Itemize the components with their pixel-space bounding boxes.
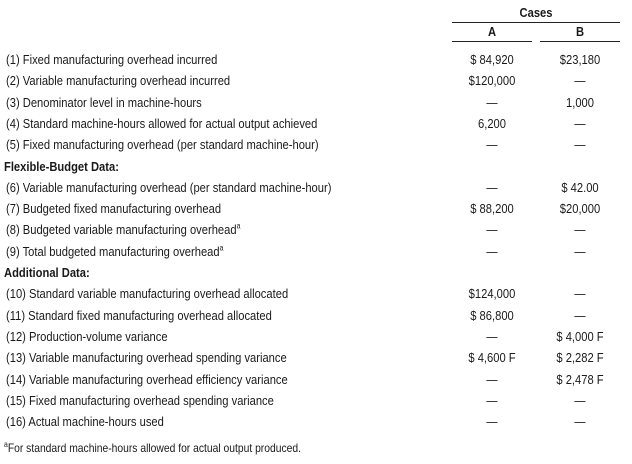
cell-value: $120,000 (468, 73, 516, 89)
column-header-a: A (487, 24, 497, 39)
row-label (6, 306, 272, 326)
footnote-reference: a (236, 222, 241, 232)
cell-value: $ 2,478 F (556, 371, 604, 387)
cell-case-b (546, 178, 615, 198)
row-label-text: (13) Variable manufacturing overhead spending variance (6, 350, 287, 366)
cell-value: — (574, 222, 586, 238)
cell-case-a (458, 348, 527, 368)
footnote-reference: a (219, 243, 224, 253)
table-row (0, 50, 632, 70)
cell-case-b (546, 348, 615, 368)
cell-value: 1,000 (565, 94, 594, 110)
cell-value: — (486, 222, 498, 238)
row-label-text: (6) Variable manufacturing overhead (per standard machine-hour) (6, 179, 332, 195)
row-label-text: (4) Standard machine-hours allowed for actual output achieved (6, 115, 318, 131)
cell-case-a (458, 284, 527, 304)
cell-case-a (458, 412, 527, 432)
cell-value: $ 42.00 (561, 179, 599, 195)
row-label (6, 348, 287, 368)
column-header-b: B (575, 24, 585, 39)
cell-value: $23,180 (559, 52, 601, 67)
cell-case-b (546, 242, 615, 262)
cell-case-b (546, 412, 615, 432)
table-row (0, 412, 632, 432)
row-label-text: (12) Production-volume variance (6, 328, 168, 344)
table-row (0, 306, 632, 326)
section-heading (0, 157, 632, 177)
cell-value: — (486, 371, 498, 387)
row-label (6, 93, 202, 113)
row-label-text: (1) Fixed manufacturing overhead incurred (6, 52, 218, 67)
cell-case-a (458, 178, 527, 198)
section-heading-text: Additional Data: (4, 265, 90, 280)
row-label-text: (5) Fixed manufacturing overhead (per standard machine-hour) (6, 137, 319, 153)
row-label-text: (10) Standard variable manufacturing overhead allocated (6, 286, 289, 302)
row-label-text: (2) Variable manufacturing overhead incurred (6, 73, 231, 89)
row-label (6, 199, 221, 219)
cell-value: — (486, 414, 498, 430)
table-row (0, 71, 632, 91)
row-label (6, 391, 274, 411)
cell-value: — (574, 307, 586, 323)
cell-value: $ 4,000 F (556, 328, 604, 344)
row-label (6, 114, 317, 134)
cell-value: — (486, 179, 498, 195)
cell-case-b (546, 284, 615, 304)
cell-case-b (546, 220, 615, 240)
cell-value: $ 4,600 F (468, 350, 516, 366)
row-label-text: (9) Total budgeted manufacturing overhead (6, 243, 220, 259)
table-row (0, 284, 632, 304)
column-a-header-rule (452, 41, 532, 42)
table-row (0, 370, 632, 390)
cell-case-a (458, 71, 527, 91)
section-heading-text: Flexible-Budget Data: (4, 158, 119, 174)
footnote-marker: a (4, 440, 8, 449)
cell-case-b (546, 93, 615, 113)
table-row (0, 242, 632, 262)
table-row (0, 114, 632, 134)
row-label-text: (7) Budgeted fixed manufacturing overhead (6, 201, 222, 217)
column-b-header-rule (540, 41, 620, 42)
cell-value: — (486, 328, 498, 344)
cell-case-a (458, 220, 527, 240)
cell-case-b (546, 391, 615, 411)
table-row (0, 178, 632, 198)
section-heading-label (4, 263, 90, 283)
cell-value: — (574, 115, 586, 131)
row-label (6, 220, 240, 240)
table-row (0, 391, 632, 411)
cell-case-a (458, 114, 527, 134)
row-label (6, 242, 223, 262)
cell-value: — (486, 137, 498, 153)
cell-value: — (574, 286, 586, 302)
cell-value: — (486, 392, 498, 408)
row-label-text: (16) Actual machine-hours used (6, 414, 164, 430)
table-row (0, 327, 632, 347)
row-label (6, 178, 331, 198)
table-row (0, 199, 632, 219)
cell-case-b (546, 370, 615, 390)
cell-case-a (458, 327, 527, 347)
table-row (0, 220, 632, 240)
cell-value: $ 88,200 (470, 201, 514, 217)
cell-case-a (458, 50, 527, 70)
cell-case-b (546, 114, 615, 134)
cell-value: — (574, 243, 586, 259)
cell-case-b (546, 199, 615, 219)
cell-value: — (486, 243, 498, 259)
cell-case-b (546, 71, 615, 91)
cell-value: $ 84,920 (470, 52, 514, 67)
cell-case-b (546, 327, 615, 347)
row-label (6, 412, 164, 432)
row-label-text: (14) Variable manufacturing overhead efficiency variance (6, 371, 288, 387)
cases-header: Cases (519, 5, 553, 20)
row-label (6, 50, 217, 70)
row-label (6, 135, 319, 155)
section-heading (0, 263, 632, 283)
cell-value: $124,000 (468, 286, 516, 302)
cell-case-b (546, 135, 615, 155)
row-label (6, 284, 288, 304)
cell-value: — (574, 414, 586, 430)
row-label-text: (11) Standard fixed manufacturing overhead allocated (6, 307, 272, 323)
row-label (6, 71, 230, 91)
cell-value: $ 86,800 (470, 307, 514, 323)
cell-value: — (574, 73, 586, 89)
row-label-text: (3) Denominator level in machine-hours (6, 94, 202, 110)
cell-case-a (458, 306, 527, 326)
cell-case-a (458, 242, 527, 262)
cell-case-a (458, 391, 527, 411)
cell-value: $20,000 (559, 201, 601, 217)
section-heading-label (4, 157, 119, 177)
cell-value: $ 2,282 F (556, 350, 604, 366)
row-label (6, 327, 168, 347)
table-row (0, 348, 632, 368)
table-row (0, 135, 632, 155)
cell-value: 6,200 (477, 115, 506, 131)
table-row (0, 93, 632, 113)
cell-value: — (486, 94, 498, 110)
row-label-text: (15) Fixed manufacturing overhead spending variance (6, 392, 274, 408)
footnote-text: For standard machine-hours allowed for actual output produced. (7, 441, 301, 455)
cell-case-b (546, 306, 615, 326)
cell-case-a (458, 199, 527, 219)
row-label (6, 370, 288, 390)
footnote (4, 441, 301, 455)
cell-case-a (458, 370, 527, 390)
cell-value: — (574, 137, 586, 153)
cell-case-a (458, 93, 527, 113)
cell-case-a (458, 135, 527, 155)
cell-value: — (574, 392, 586, 408)
row-label-text: (8) Budgeted variable manufacturing overhead (6, 222, 237, 238)
cases-header-rule (452, 22, 620, 23)
cell-case-b (546, 50, 615, 70)
